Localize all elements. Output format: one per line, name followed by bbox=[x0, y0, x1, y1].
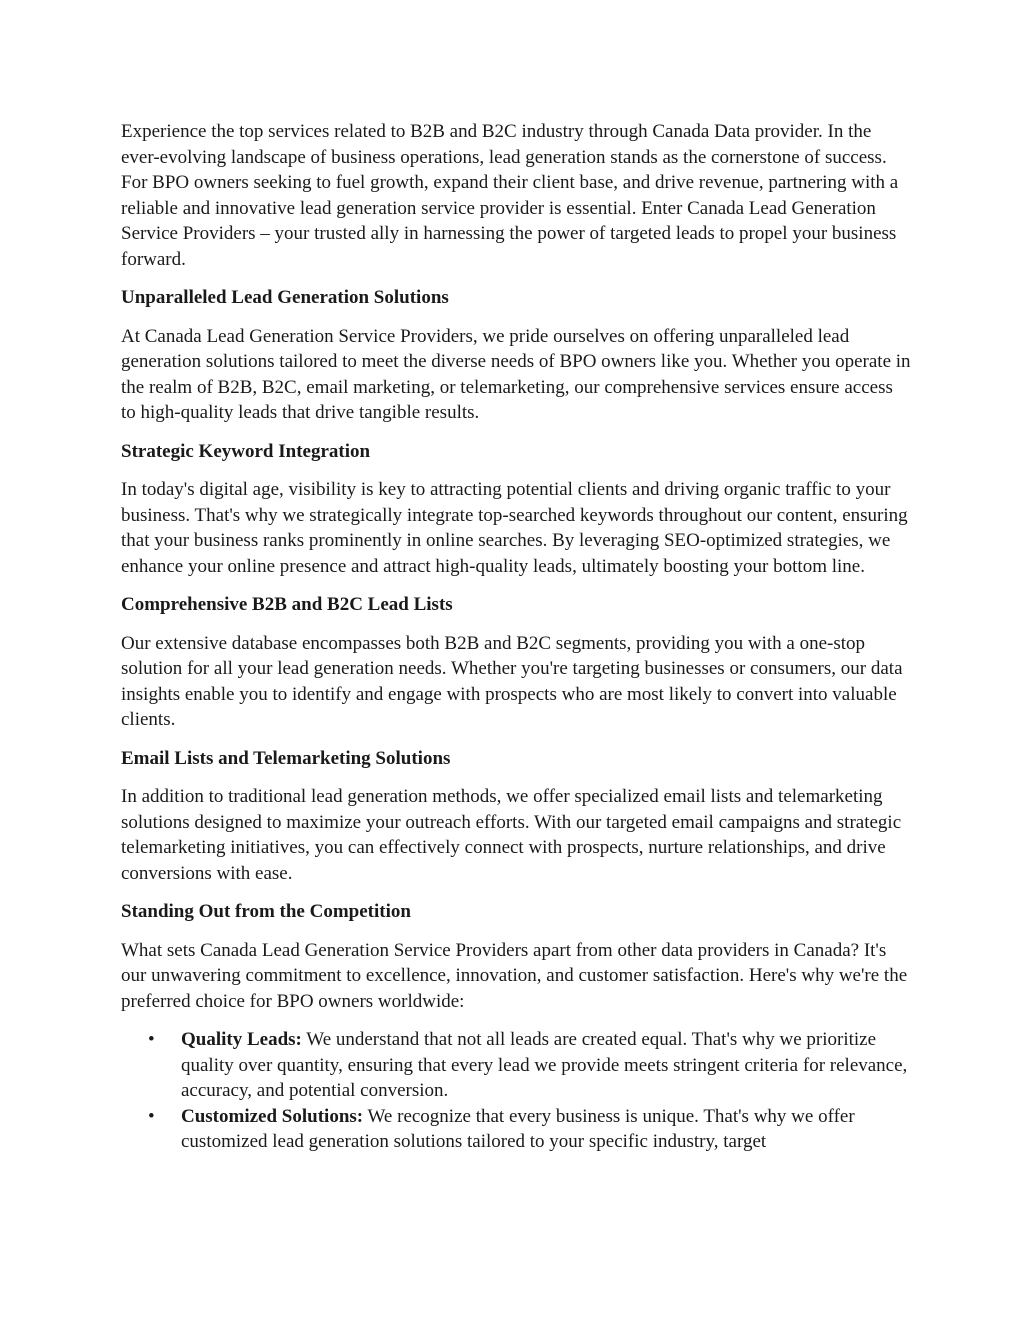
list-item bbox=[148, 1027, 911, 1104]
list-item-lead: Quality Leads: bbox=[181, 1029, 302, 1050]
intro-paragraph: Experience the top services related to B2B and B2C industry through Canada Data provider. In the ever-evolving landscape of business operations, lead generation stands as the cornerstone of success. For BPO owners seeking to fuel growth, expand their client base, and drive revenue, partnering with a reliable and innovative lead generation service provider is essential. Enter Canada Lead Generation Service Providers – your trusted ally in harnessing the power of targeted leads to propel your business forward. bbox=[121, 121, 899, 270]
section-heading-competition: Standing Out from the Competition bbox=[121, 901, 411, 922]
list-item-text: We recognize that every business is unique. That's why we offer customized lead generation solutions tailored to your specific industry, target bbox=[181, 1105, 855, 1152]
list-item-text: We understand that not all leads are created equal. That's why we prioritize quality over quantity, ensuring that every lead we provide meets stringent criteria for relevance, accuracy, and potential conversion. bbox=[181, 1029, 908, 1101]
section-heading-unparalleled: Unparalleled Lead Generation Solutions bbox=[121, 287, 449, 308]
section-body-keyword: In today's digital age, visibility is key to attracting potential clients and driving organic traffic to your business. That's why we strategically integrate top-searched keywords throughout our content, ensuring that your business ranks prominently in online searches. By leveraging SEO-optimized strategies, we enhance your online presence and attract high-quality leads, ultimately boosting your bottom line. bbox=[121, 479, 908, 577]
section-body-lead-lists: Our extensive database encompasses both B2B and B2C segments, providing you with a one-stop solution for all your lead generation needs. Whether you're targeting businesses or consumers, our data insights enable you to identify and engage with prospects who are most likely to convert into valuable clients. bbox=[121, 632, 903, 730]
section-body-unparalleled: At Canada Lead Generation Service Providers, we pride ourselves on offering unparalleled lead generation solutions tailored to meet the diverse needs of BPO owners like you. Whether you operate in the realm of B2B, B2C, email marketing, or telemarketing, our comprehensive services ensure access to high-quality leads that drive tangible results. bbox=[121, 325, 911, 423]
bullet-icon: • bbox=[148, 1029, 155, 1050]
section-body-competition: What sets Canada Lead Generation Service Providers apart from other data providers in Canada? It's our unwavering commitment to excellence, innovation, and customer satisfaction. Here's why we're the preferred choice for BPO owners worldwide: bbox=[121, 939, 908, 1012]
section-body-email-telemarketing: In addition to traditional lead generation methods, we offer specialized email lists and telemarketing solutions designed to maximize your outreach efforts. With our targeted email campaigns and strategic telemarketing initiatives, you can effectively connect with prospects, nurture relationships, and drive conversions with ease. bbox=[121, 786, 902, 884]
benefits-list bbox=[121, 1027, 911, 1155]
list-item bbox=[148, 1104, 911, 1155]
section-heading-lead-lists: Comprehensive B2B and B2C Lead Lists bbox=[121, 594, 453, 615]
section-heading-keyword: Strategic Keyword Integration bbox=[121, 440, 371, 462]
bullet-icon: • bbox=[148, 1105, 155, 1127]
section-heading-email-telemarketing: Email Lists and Telemarketing Solutions bbox=[121, 747, 451, 769]
list-item-lead: Customized Solutions: bbox=[181, 1105, 364, 1127]
document-page bbox=[121, 119, 911, 1155]
